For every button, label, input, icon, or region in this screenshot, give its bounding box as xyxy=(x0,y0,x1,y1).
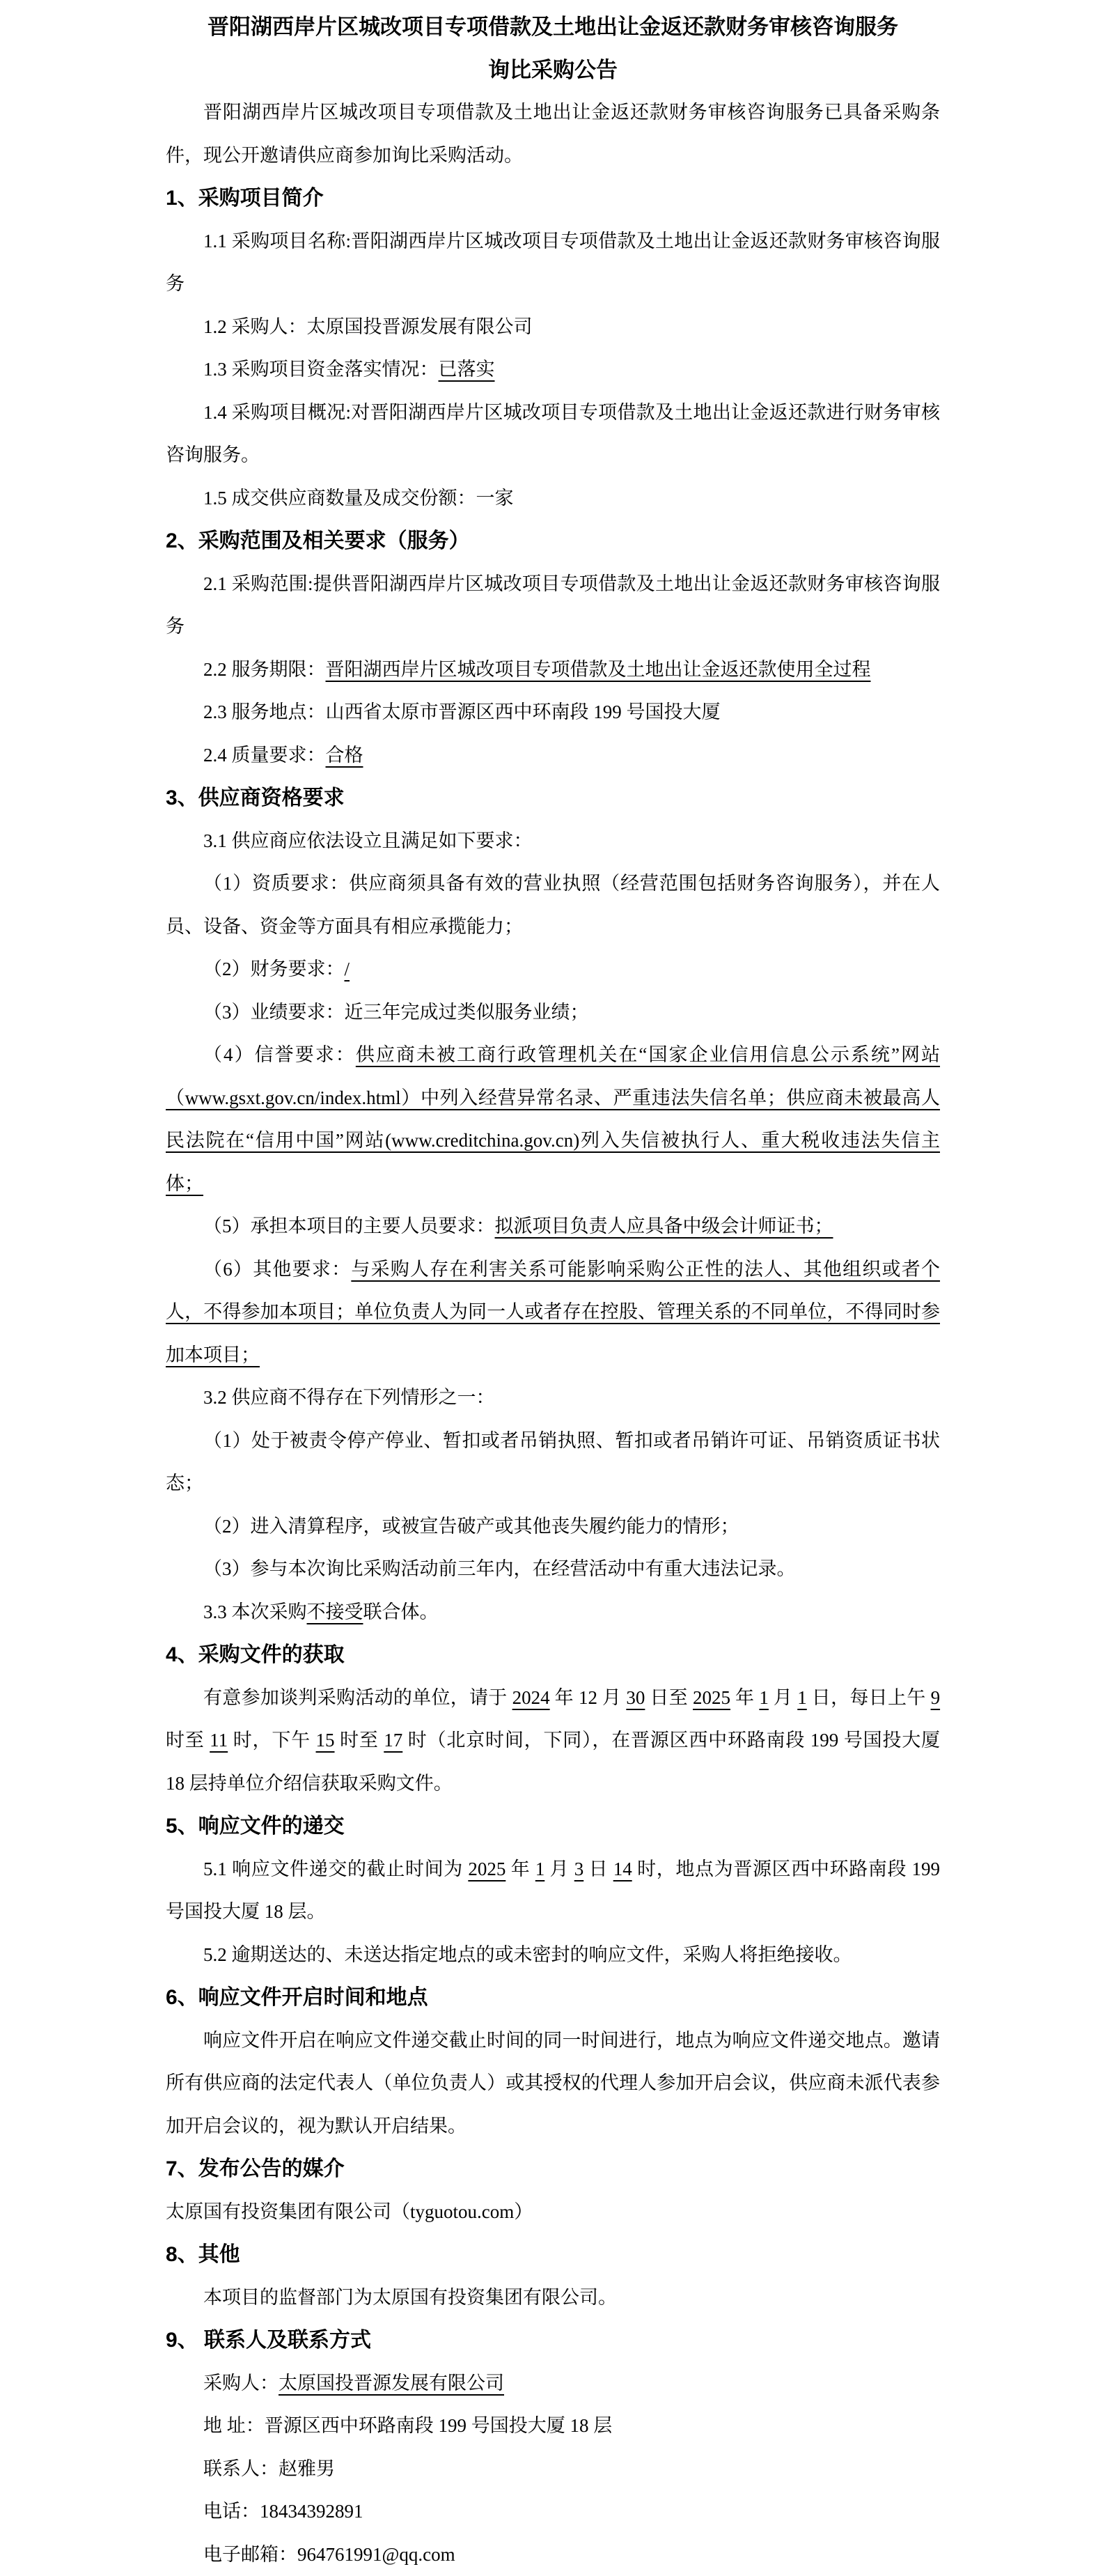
text-segment: 1.5 成交供应商数量及成交份额：一家 xyxy=(203,488,514,509)
underlined-text: 17 xyxy=(384,1730,402,1751)
item-1-2-purchaser xyxy=(166,306,940,349)
section-1-heading: 1、采购项目简介 xyxy=(166,177,940,220)
item-5-2-rejection-rule xyxy=(166,1934,940,1977)
item-3-1-req-3-performance xyxy=(166,991,940,1034)
text-segment: 年 xyxy=(506,1859,535,1879)
underlined-text: 15 xyxy=(316,1730,335,1751)
item-3-1-req-6-other xyxy=(166,1248,940,1377)
text-segment: （3）参与本次询比采购活动前三年内，在经营活动中有重大违法记录。 xyxy=(203,1558,796,1579)
contact-person xyxy=(166,2448,940,2491)
section-2-heading: 2、采购范围及相关要求（服务） xyxy=(166,520,940,563)
underlined-text: 供应商未被工商行政管理机关在“国家企业信用信息公示系统”网站（www.gsxt.gov.cn/index.html）中列入经营异常名录、严重违法失信名单；供应商未被最高人民法院在“信用中国”网站(www.creditchina.gov.cn)列入失信被执行人、重大税收违法失信主体； xyxy=(166,1044,940,1194)
item-2-1-procurement-scope xyxy=(166,563,940,649)
text-segment: 时（北京时间，下同），在晋源区西中环路南段 199 号国投大厦 18 层持单位介绍信获取采购文件。 xyxy=(166,1730,940,1794)
text-segment: 月 xyxy=(769,1687,797,1708)
supervision-department xyxy=(166,2276,940,2320)
text-segment: 电子邮箱：964761991@qq.com xyxy=(203,2544,455,2565)
section-4-heading: 4、采购文件的获取 xyxy=(166,1634,940,1677)
text-segment: 3.1 供应商应依法设立且满足如下要求： xyxy=(203,830,533,851)
underlined-text: 已落实 xyxy=(439,359,495,380)
announcement-media xyxy=(166,2191,940,2234)
item-3-2-case-1 xyxy=(166,1420,940,1505)
document-content xyxy=(166,6,940,2576)
section-9-heading: 9、 联系人及联系方式 xyxy=(166,2319,940,2362)
underlined-text: 拟派项目负责人应具备中级会计师证书； xyxy=(495,1216,833,1236)
section-3-heading: 3、供应商资格要求 xyxy=(166,777,940,820)
section-6-heading: 6、响应文件开启时间和地点 xyxy=(166,1976,940,2019)
contact-address xyxy=(166,2405,940,2448)
document-acquisition-paragraph xyxy=(166,1677,940,1806)
text-segment: 本项目的监督部门为太原国有投资集团有限公司。 xyxy=(203,2287,617,2308)
text-segment: 地 址：晋源区西中环路南段 199 号国投大厦 18 层 xyxy=(203,2415,612,2436)
underlined-text: / xyxy=(345,959,350,979)
section-5-heading: 5、响应文件的递交 xyxy=(166,1805,940,1848)
contact-purchaser xyxy=(166,2362,940,2405)
text-segment: 太原国有投资集团有限公司（tyguotou.com） xyxy=(166,2201,533,2222)
underlined-text: 30 xyxy=(626,1687,645,1708)
document-title-line2: 询比采购公告 xyxy=(166,49,940,92)
text-segment: 响应文件开启在响应文件递交截止时间的同一时间进行，地点为响应文件递交地点。邀请所有供应商的法定代表人（单位负责人）或其授权的代理人参加开启会议，供应商未派代表参加开启会议的，视为默认开启结果。 xyxy=(166,2030,940,2136)
text-segment: 5.2 逾期送达的、未送达指定地点的或未密封的响应文件，采购人将拒绝接收。 xyxy=(203,1944,852,1965)
opening-time-paragraph xyxy=(166,2019,940,2148)
text-segment: 时，下午 xyxy=(228,1730,315,1751)
text-segment: 采购人： xyxy=(203,2373,279,2393)
text-segment: 年 xyxy=(730,1687,759,1708)
text-segment: （3）业绩要求：近三年完成过类似服务业绩； xyxy=(203,1002,589,1023)
text-segment: 2.2 服务期限： xyxy=(203,659,326,680)
item-3-2-prohibited-situations xyxy=(166,1376,940,1420)
text-segment: 1.1 采购项目名称:晋阳湖西岸片区城改项目专项借款及土地出让金返还款财务审核咨询服务 xyxy=(166,231,940,295)
underlined-text: 2024 xyxy=(512,1687,550,1708)
item-2-4-quality-requirement xyxy=(166,734,940,777)
item-3-3-no-consortium xyxy=(166,1591,940,1634)
text-segment: 日至 xyxy=(645,1687,693,1708)
underlined-text: 1 xyxy=(759,1687,769,1708)
text-segment: 时至 xyxy=(166,1730,210,1751)
item-3-2-case-2 xyxy=(166,1505,940,1549)
item-3-1-supplier-requirements xyxy=(166,820,940,863)
intro-paragraph xyxy=(166,91,940,177)
item-1-4-project-overview xyxy=(166,391,940,477)
text-segment: （4）信誉要求： xyxy=(203,1044,356,1065)
contact-phone xyxy=(166,2490,940,2534)
underlined-text: 晋阳湖西岸片区城改项目专项借款及土地出让金返还款使用全过程 xyxy=(326,659,871,680)
text-segment: 3.2 供应商不得存在下列情形之一： xyxy=(203,1387,495,1408)
underlined-text: 3 xyxy=(574,1859,584,1879)
text-segment: 联系人：赵雅男 xyxy=(203,2458,335,2479)
underlined-text: 不接受 xyxy=(307,1601,363,1622)
contact-email xyxy=(166,2534,940,2576)
underlined-text: 1 xyxy=(535,1859,545,1879)
text-segment: （1）处于被责令停产停业、暂扣或者吊销执照、暂扣或者吊销许可证、吊销资质证书状态； xyxy=(166,1430,940,1494)
text-segment: 1.2 采购人：太原国投晋源发展有限公司 xyxy=(203,316,533,337)
text-segment: 5.1 响应文件递交的截止时间为 xyxy=(203,1859,468,1879)
underlined-text: 2025 xyxy=(693,1687,730,1708)
underlined-text: 合格 xyxy=(326,745,363,766)
underlined-text: 9 xyxy=(931,1687,941,1708)
text-segment: 有意参加谈判采购活动的单位，请于 xyxy=(203,1687,512,1708)
text-segment: 日，每日上午 xyxy=(807,1687,931,1708)
item-1-3-funding-status xyxy=(166,348,940,391)
text-segment: 时至 xyxy=(335,1730,384,1751)
text-segment: 1.4 采购项目概况:对晋阳湖西岸片区城改项目专项借款及土地出让金返还款进行财务审核咨询服务。 xyxy=(166,402,940,466)
text-segment: （2）进入清算程序，或被宣告破产或其他丧失履约能力的情形； xyxy=(203,1516,739,1537)
underlined-text: 太原国投晋源发展有限公司 xyxy=(279,2373,504,2393)
item-2-3-service-location xyxy=(166,691,940,734)
text-segment: 时，地点为晋源区西中环路南段 199 号国投大厦 18 层。 xyxy=(166,1859,940,1923)
section-8-heading: 8、其他 xyxy=(166,2233,940,2276)
text-segment: 1.3 采购项目资金落实情况： xyxy=(203,359,439,380)
item-3-1-req-5-key-personnel xyxy=(166,1205,940,1248)
item-1-5-supplier-quantity xyxy=(166,477,940,520)
underlined-text: 1 xyxy=(797,1687,807,1708)
section-7-heading: 7、发布公告的媒介 xyxy=(166,2148,940,2191)
text-segment: 晋阳湖西岸片区城改项目专项借款及土地出让金返还款财务审核咨询服务已具备采购条件，现公开邀请供应商参加询比采购活动。 xyxy=(166,102,940,166)
text-segment: 2.4 质量要求： xyxy=(203,745,326,766)
item-3-1-req-4-reputation xyxy=(166,1034,940,1205)
item-1-1-project-name xyxy=(166,220,940,306)
underlined-text: 14 xyxy=(613,1859,632,1879)
text-segment: （5）承担本项目的主要人员要求： xyxy=(203,1216,495,1236)
text-segment: 联合体。 xyxy=(363,1601,439,1622)
text-segment: 2.3 服务地点：山西省太原市晋源区西中环南段 199 号国投大厦 xyxy=(203,701,721,722)
item-3-2-case-3 xyxy=(166,1548,940,1591)
text-segment: 年 12 月 xyxy=(550,1687,627,1708)
item-5-1-submission-deadline xyxy=(166,1848,940,1934)
text-segment: 3.3 本次采购 xyxy=(203,1601,307,1622)
text-segment: 电话：18434392891 xyxy=(203,2501,363,2522)
text-segment: （1）资质要求：供应商须具备有效的营业执照（经营范围包括财务咨询服务），并在人员、设备、资金等方面具有相应承揽能力； xyxy=(166,873,940,937)
underlined-text: 11 xyxy=(210,1730,228,1751)
item-2-2-service-period xyxy=(166,649,940,692)
text-segment: 月 xyxy=(544,1859,574,1879)
text-segment: （6）其他要求： xyxy=(203,1259,351,1280)
item-3-1-req-2-financial xyxy=(166,948,940,991)
text-segment: （2）财务要求： xyxy=(203,959,345,979)
underlined-text: 2025 xyxy=(468,1859,506,1879)
document-title-line1: 晋阳湖西岸片区城改项目专项借款及土地出让金返还款财务审核咨询服务 xyxy=(166,6,940,49)
item-3-1-req-1-qualification xyxy=(166,862,940,948)
text-segment: 2.1 采购范围:提供晋阳湖西岸片区城改项目专项借款及土地出让金返还款财务审核咨询服务 xyxy=(166,573,940,637)
text-segment: 日 xyxy=(583,1859,613,1879)
underlined-text: 与采购人存在利害关系可能影响采购公正性的法人、其他组织或者个人，不得参加本项目；单位负责人为同一人或者存在控股、管理关系的不同单位，不得同时参加本项目； xyxy=(166,1259,940,1365)
